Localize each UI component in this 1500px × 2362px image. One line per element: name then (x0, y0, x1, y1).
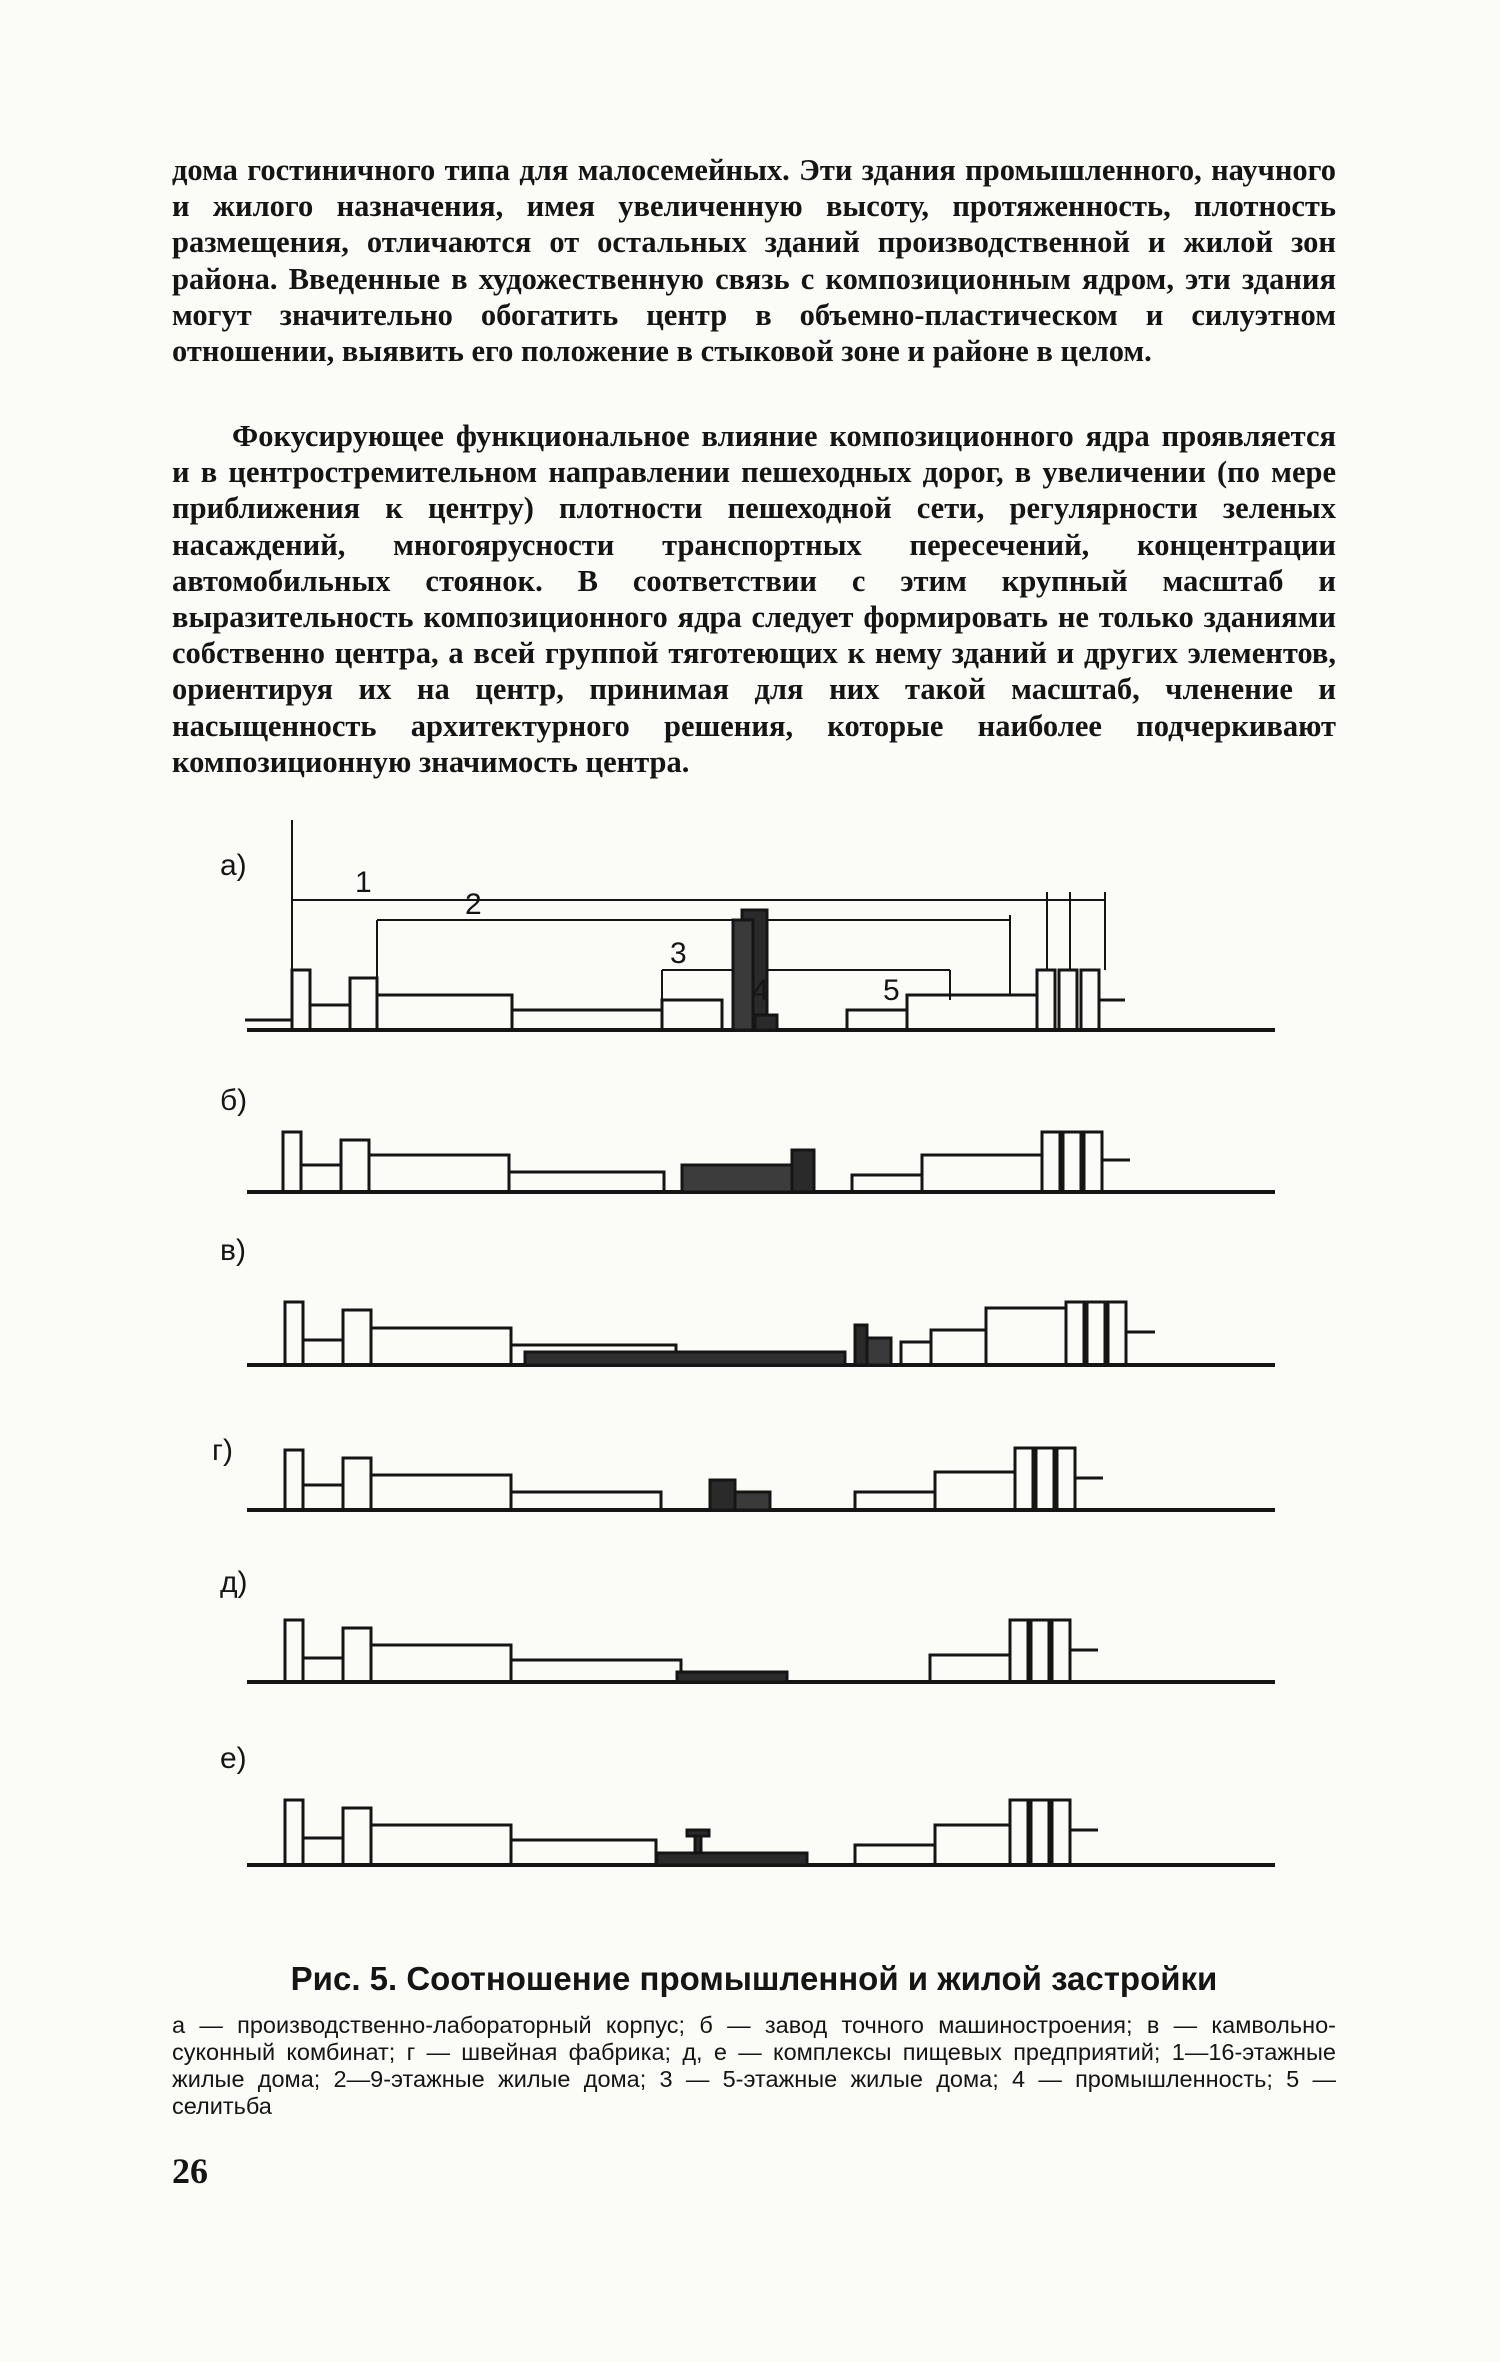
panel-label-b: б) (220, 1084, 248, 1117)
figure-5 (212, 820, 1305, 1930)
panel-d-skyline (247, 1448, 1275, 1510)
paragraph-1 (172, 152, 1336, 369)
paragraph-2 (172, 418, 1336, 780)
paragraph-1-text: дома гостиничного типа для малосемейных. Эти здания промышленного, научного и жилого назначения, имея увеличенную высоту, протяженность, плотность размещения, отличаются от остальных зданий производственной и жилой зон района. Введенные в художественную связь с композиционным ядром, эти здания могут значительно обогатить центр в объемно-пластическом и силуэтном отношении, выявить его положение в стыковой зоне и районе в целом. (172, 153, 1336, 369)
panel-label-e: е) (220, 1742, 247, 1775)
skyline-diagram (212, 820, 1305, 1930)
panel-e-skyline (247, 1800, 1275, 1865)
panel-label-a: а) (220, 849, 247, 882)
panel-c-skyline (247, 1302, 1275, 1365)
dimension-label-5: 5 (883, 974, 900, 1007)
paragraph-2-text: Фокусирующее функциональное влияние композиционного ядра проявляется и в центростремительном направлении пешеходных дорог, в увеличении (по мере приближения к центру) плотности пешеходной сети, регулярности зеленых насаждений, многоярусности транспортных пересечений, концентрации автомобильных стоянок. В соответствии с этим крупный масштаб и выразительность композиционного ядра следует формировать не только зданиями собственно центра, а всей группой тяготеющих к нему зданий и других элементов, ориентируя их на центр, принимая для них такой масштаб, членение и насыщенность архитектурного решения, которые наиболее подчеркивают композиционную значимость центра. (172, 419, 1336, 779)
figure-title: Рис. 5. Соотношение промышленной и жилой застройки (290, 1960, 1218, 1997)
panel-d2-skyline (247, 1620, 1275, 1682)
panel-label-d2: д) (220, 1566, 248, 1599)
panel-label-c: в) (220, 1234, 246, 1267)
dimension-label-3: 3 (670, 937, 687, 970)
figure-caption: а — производственно-лабораторный корпус; б — завод точного машиностроения; в — камвольно-суконный комбинат; г — швейная фабрика; д, е — комплексы пищевых предприятий; 1—16-этажные жилые дома; 2—9-этажные жилые дома; 3 — 5-этажные жилые дома; 4 — промышленность; 5 — селитьба (172, 2012, 1336, 2119)
dimension-label-4: 4 (752, 974, 769, 1007)
dimension-label-2: 2 (465, 888, 482, 921)
panel-b-skyline (247, 1132, 1275, 1192)
dimension-label-1: 1 (355, 866, 372, 899)
panel-label-d: г) (212, 1434, 233, 1467)
page-number: 26 (172, 2151, 208, 2191)
